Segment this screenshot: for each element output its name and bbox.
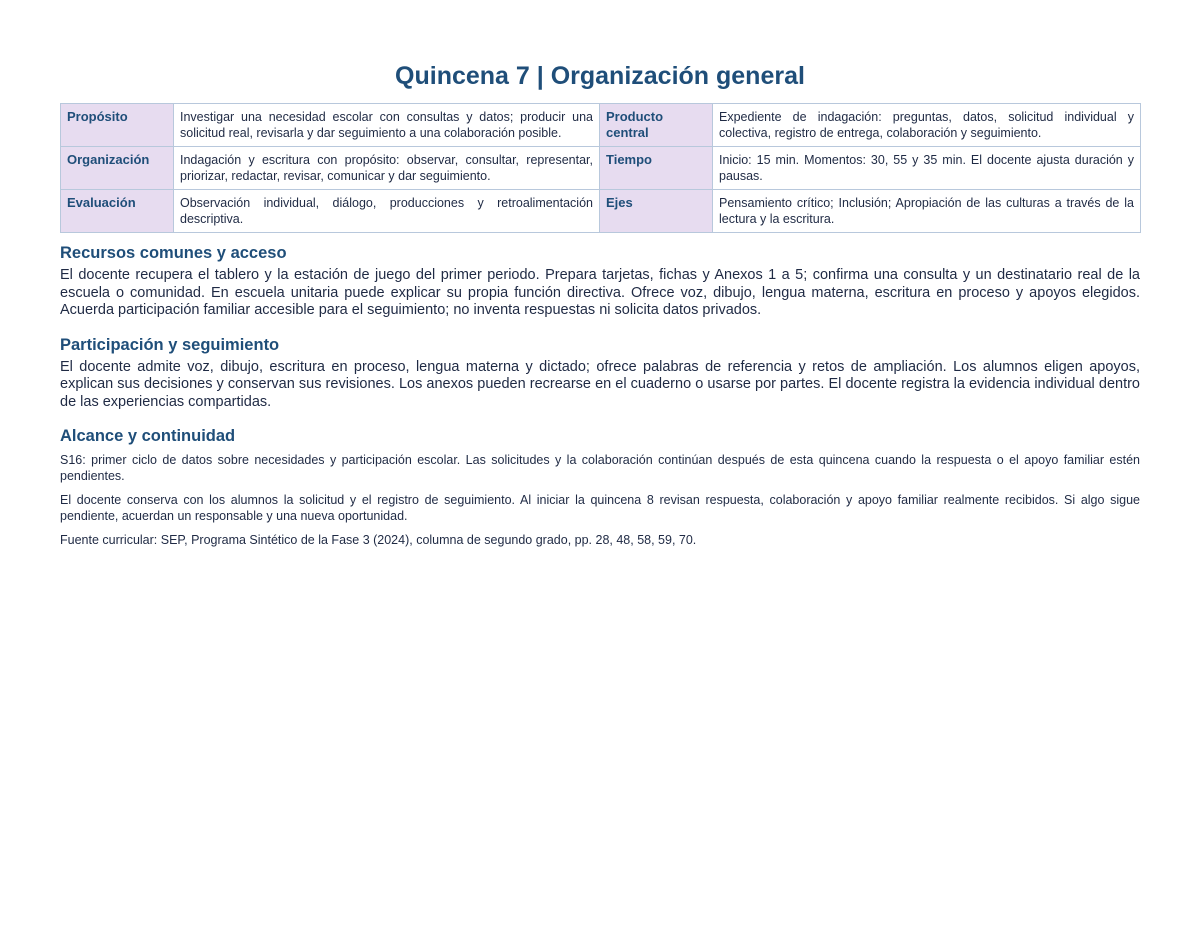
label-evaluacion: Evaluación: [61, 190, 174, 233]
section-body: El docente admite voz, dibujo, escritura en proceso, lengua materna y dictado; ofrece palabras de referencia y retos de ampliación. Los alumnos eligen apoyos, explican sus decisiones y conservan sus revisiones. Los anexos pueden recrearse en el cuaderno o usarse por partes. El docente registra la evidencia individual dentro de las experiencias compartidas.: [60, 358, 1140, 410]
label-proposito: Propósito: [61, 104, 174, 147]
value-tiempo: Inicio: 15 min. Momentos: 30, 55 y 35 min. El docente ajusta duración y pausas.: [713, 147, 1141, 190]
page-title: Quincena 7 | Organización general: [395, 62, 805, 90]
section-heading: Alcance y continuidad: [60, 427, 236, 445]
table-row: [61, 190, 1141, 233]
label-producto-central: Producto central: [600, 104, 713, 147]
section-heading: Recursos comunes y acceso: [60, 244, 287, 262]
value-producto-central: Expediente de indagación: preguntas, datos, solicitud individual y colectiva, registro de entrega, colaboración y seguimiento.: [713, 104, 1141, 147]
label-ejes: Ejes: [600, 190, 713, 233]
value-evaluacion: Observación individual, diálogo, producciones y retroalimentación descriptiva.: [174, 190, 600, 233]
organization-table: [60, 103, 1141, 233]
source-citation: Fuente curricular: SEP, Programa Sintético de la Fase 3 (2024), columna de segundo grado, pp. 28, 48, 58, 59, 70.: [60, 533, 697, 547]
table-row: [61, 147, 1141, 190]
value-ejes: Pensamiento crítico; Inclusión; Apropiación de las culturas a través de la lectura y la escritura.: [713, 190, 1141, 233]
section-heading: Participación y seguimiento: [60, 335, 280, 354]
section-participacion: [60, 335, 1140, 412]
section-alcance: [60, 426, 1140, 548]
label-tiempo: Tiempo: [600, 147, 713, 190]
section-recursos: [60, 243, 1140, 320]
label-organizacion: Organización: [61, 147, 174, 190]
value-proposito: Investigar una necesidad escolar con consultas y datos; producir una solicitud real, revisarla y dar seguimiento a una colaboración posible.: [174, 104, 600, 147]
section-body: El docente recupera el tablero y la estación de juego del primer periodo. Prepara tarjetas, fichas y Anexos 1 a 5; confirma una consulta y un destinatario real de la escuela o comunidad. En escuela unitaria puede explicar su propia función directiva. Ofrece voz, dibujo, lengua materna, escritura en proceso y apoyos elegidos. Acuerda participación familiar accesible para el seguimiento; no inventa respuestas ni solicita datos privados.: [60, 267, 1140, 318]
section-paragraph: S16: primer ciclo de datos sobre necesidades y participación escolar. Las solicitudes y la colaboración continúan después de esta quincena cuando la respuesta o el apoyo familiar estén pendientes.: [60, 453, 1140, 483]
value-organizacion: Indagación y escritura con propósito: observar, consultar, representar, priorizar, redactar, revisar, comunicar y dar seguimiento.: [174, 147, 600, 190]
table-row: [61, 104, 1141, 147]
section-paragraph: El docente conserva con los alumnos la solicitud y el registro de seguimiento. Al iniciar la quincena 8 revisan respuesta, colaboración y apoyo familiar realmente recibidos. Si algo sigue pendiente, acuerdan un responsable y una nueva oportunidad.: [60, 493, 1140, 523]
